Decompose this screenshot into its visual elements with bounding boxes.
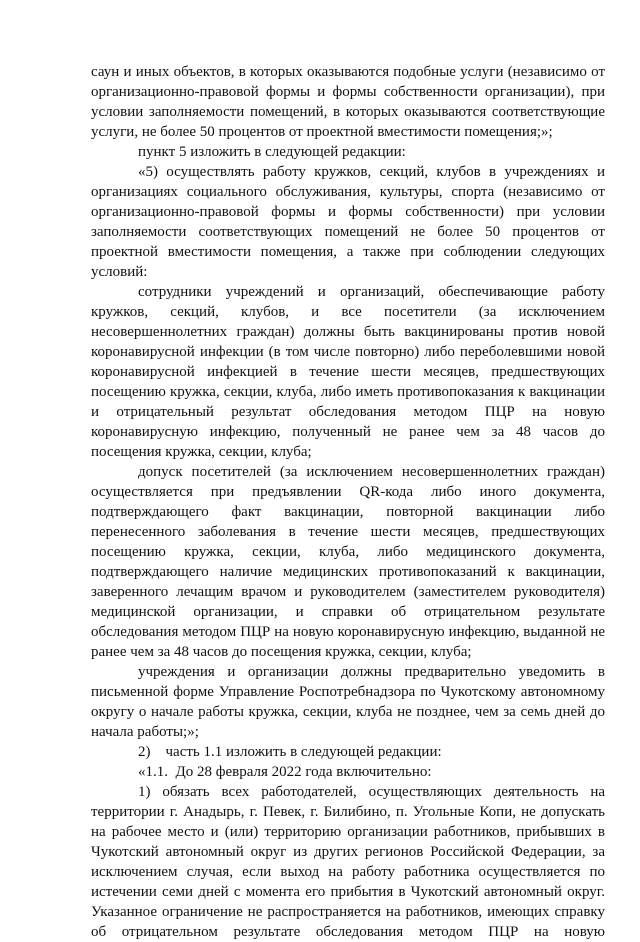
paragraph-4: сотрудники учреждений и организаций, обеспечивающие работу кружков, секций, клубов, и все посетители (за исключением несовершеннолетних граждан) должны быть вакцинированы против новой коронавирусной инфекции (в том числе повторно) либо переболевшими новой коронавирусной инфекцией в течение шести месяцев, предшествующих посещению кружка, секции, клуба, либо иметь противопоказания к вакцинации и отрицательный результат обследования методом ПЦР на новую коронавирусную инфекцию, полученный не ранее чем за 48 часов до посещения кружка, секции, клуба; — [91, 284, 605, 460]
paragraph-9: 1) обязать всех работодателей, осуществляющих деятельность на территории г. Анадырь, г. Певек, г. Билибино, п. Угольные Копи, не допускать на рабочее место и (или) территорию организации работников, прибывших в Чукотский автономный округ из других регионов Российской Федерации, за исключением случая, если выход на работу работника осуществляется по истечении семи дней с момента его прибытия в Чукотский автономный округ. Указанное ограничение не распространяется на работников, имеющих справку об отрицательном результате обследования методом ПЦР на новую — [91, 784, 605, 940]
paragraph-8: «1.1. До 28 февраля 2022 года включительно: — [138, 764, 432, 780]
paragraph-2: пункт 5 изложить в следующей редакции: — [138, 144, 406, 160]
document-body — [91, 62, 605, 942]
paragraph-3: «5) осуществлять работу кружков, секций, клубов в учреждениях и организациях социального обслуживания, культуры, спорта (независимо от организационно-правовой формы и формы собственности) при условии заполняемости соответствующих помещений не более 50 процентов от проектной вместимости помещения, а также при соблюдении следующих условий: — [91, 164, 605, 280]
paragraph-1: саун и иных объектов, в которых оказываются подобные услуги (независимо от организационно-правовой формы и формы собственности организации), при условии заполняемости помещений, в которых оказываются соответствующие услуги, не более 50 процентов от проектной вместимости помещения;»; — [91, 64, 605, 140]
paragraph-6: учреждения и организации должны предварительно уведомить в письменной форме Управление Роспотребнадзора по Чукотскому автономному округу о начале работы кружка, секции, клуба не позднее, чем за семь дней до начала работы;»; — [91, 664, 605, 740]
paragraph-5: допуск посетителей (за исключением несовершеннолетних граждан) осуществляется при предъявлении QR-кода либо иного документа, подтверждающего факт вакцинации, повторной вакцинации либо перенесенного заболевания в течение шести месяцев, предшествующих посещению кружка, секции, клуба, либо медицинского документа, подтверждающего наличие медицинских противопоказаний к вакцинации, заверенного лечащим врачом и руководителем (заместителем руководителя) медицинской организации, и справки об отрицательном результате обследования методом ПЦР на новую коронавирусную инфекцию, выданной не ранее чем за 48 часов до посещения кружка, секции, клуба; — [91, 464, 605, 660]
paragraph-7: 2) часть 1.1 изложить в следующей редакции: — [138, 744, 442, 760]
